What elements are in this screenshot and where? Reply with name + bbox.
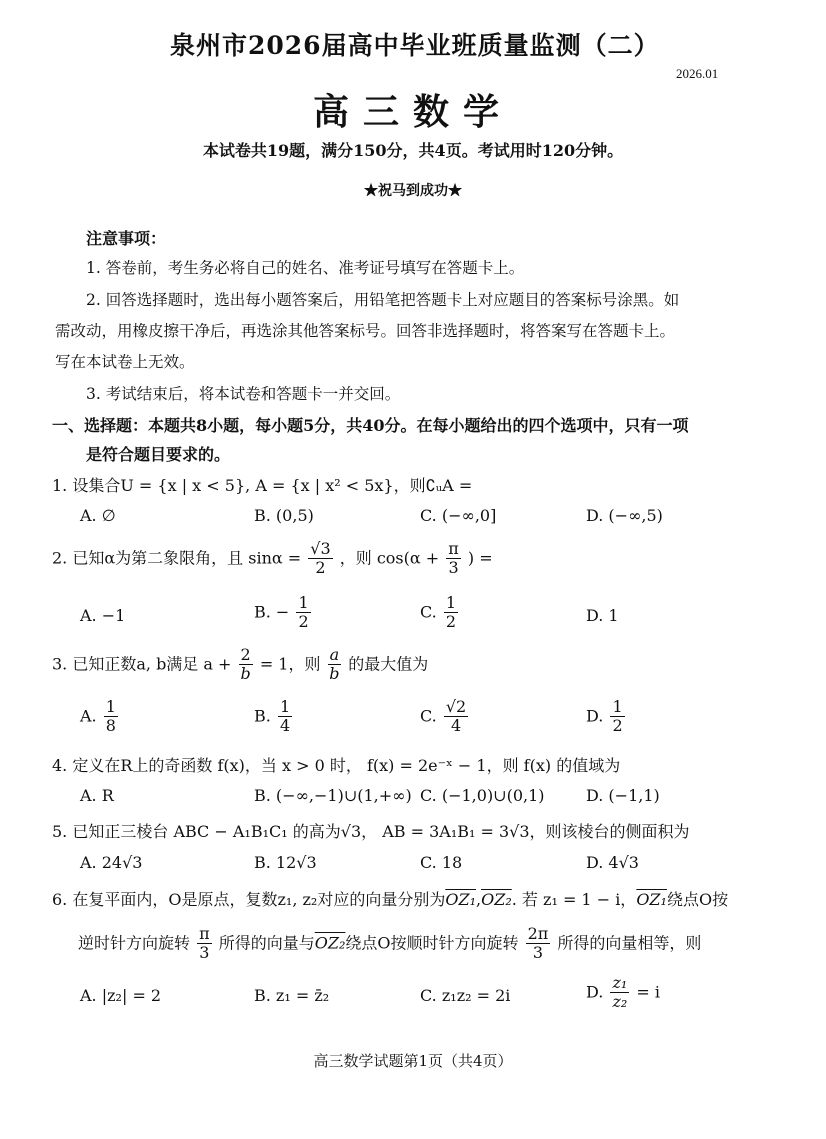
- q3-fraction-ab-denominator: b: [329, 664, 340, 684]
- q1-option-c: C. (−∞,0]: [420, 506, 497, 525]
- q4-option-c: C. (−1,0)∪(0,1): [420, 786, 545, 805]
- q6-2pi-over-3: [526, 925, 551, 963]
- good-luck-wish: ★祝马到成功★: [364, 183, 462, 199]
- note-2-line-3: 写在本试卷上无效。: [55, 353, 195, 371]
- q6-option-d: [586, 974, 660, 1012]
- q1-option-a: A. ∅: [80, 506, 116, 525]
- q3-fraction-2b-numerator: 2: [240, 645, 251, 664]
- q3-option-b-numerator: 1: [279, 697, 291, 716]
- q6-2pi-numerator: 2π: [527, 924, 549, 943]
- q2-sin-fraction: [308, 540, 332, 578]
- q6-2pi-denominator: 3: [532, 943, 544, 963]
- q6-line2-post: 所得的向量相等，则: [557, 933, 702, 953]
- exam-info: 本试卷共19题，满分150分，共4页。考试用时120分钟。: [202, 141, 624, 160]
- q3-option-c-numerator: √2: [445, 697, 467, 716]
- question-5: 5. 已知正三棱台 ABC − A₁B₁C₁ 的高为√3， AB = 3A₁B₁ = 3√3，则该棱台的侧面积为: [52, 822, 690, 841]
- q6-vector-oz1-again: OZ₁: [636, 890, 667, 909]
- exam-header-title: 泉州市2026届高中毕业班质量监测（二）: [170, 31, 660, 60]
- q2-option-b-numerator: 1: [298, 593, 309, 612]
- question-6-line-2: [78, 925, 701, 963]
- q6-line1-post: 绕点O按: [666, 890, 729, 909]
- q2-option-a: A. −1: [80, 606, 126, 625]
- page-footer: 高三数学试题第1页（共4页）: [313, 1052, 513, 1070]
- q3-fraction-2b-denominator: b: [240, 664, 251, 684]
- q6-option-d-denominator: z₂: [612, 992, 628, 1012]
- q2-option-d: D. 1: [586, 606, 619, 625]
- q3-fraction-ab-numerator: a: [329, 645, 340, 664]
- question-1: 1. 设集合U = {x | x < 5}, A = {x | x² < 5x}，则∁ᵤA =: [52, 476, 473, 495]
- q3-fraction-2b: [239, 646, 253, 684]
- q6-line1-mid: . 若 z₁ = 1 − i，: [511, 890, 637, 909]
- q3-option-d-denominator: 2: [612, 716, 623, 736]
- note-3: 3. 考试结束后，将本试卷和答题卡一并交回。: [86, 385, 401, 403]
- q2-option-c-fraction: [444, 594, 458, 632]
- q6-line2-mid2: 绕点O按顺时针方向旋转: [345, 933, 519, 953]
- q2-option-c: [420, 594, 460, 632]
- q3-option-d-label: D.: [586, 706, 604, 726]
- question-4: 4. 定义在R上的奇函数 f(x)，当 x > 0 时， f(x) = 2e⁻ˣ − 1，则 f(x) 的值域为: [52, 756, 621, 775]
- note-2-line-2: 需改动，用橡皮擦干净后，再选涂其他答案标号。回答非选择题时，将答案写在答题卡上。: [55, 322, 676, 340]
- section-1-heading-cont: 是符合题目要求的。: [86, 445, 231, 464]
- q4-option-b: B. (−∞,−1)∪(1,+∞): [254, 786, 412, 805]
- q3-option-a-fraction: [104, 698, 118, 736]
- note-2-line-1: 2. 回答选择题时，选出每小题答案后，用铅笔把答题卡上对应题目的答案标号涂黑。如: [86, 291, 680, 309]
- q3-option-a-numerator: 1: [105, 697, 116, 716]
- q2-option-b-denominator: 2: [298, 612, 309, 632]
- q6-vector-oz1: OZ₁: [445, 890, 476, 909]
- q3-option-b-fraction: [278, 698, 292, 736]
- q6-pi-denominator: 3: [199, 943, 210, 963]
- q5-option-b: B. 12√3: [254, 853, 317, 872]
- question-2: [52, 540, 493, 578]
- exam-date: 2026.01: [676, 66, 719, 81]
- q3-option-d-fraction: [610, 698, 624, 736]
- q6-option-d-label: D.: [586, 982, 604, 1002]
- q3-option-a-label: A.: [80, 706, 97, 726]
- q2-text-post: ) =: [467, 548, 493, 568]
- q6-comma: ,: [476, 890, 482, 909]
- q3-text-mid: = 1，则: [259, 654, 321, 674]
- q2-option-b: [254, 594, 313, 632]
- q3-option-a: [80, 698, 120, 736]
- q6-option-c: C. z₁z₂ = 2i: [420, 986, 511, 1005]
- q6-option-d-fraction: [610, 974, 629, 1012]
- q6-line2-mid: 所得的向量与: [218, 933, 315, 953]
- q2-option-b-fraction: [296, 594, 310, 632]
- q2-sin-denominator: 2: [315, 558, 326, 578]
- q2-option-c-numerator: 1: [445, 593, 457, 612]
- q2-option-c-label: C.: [420, 602, 437, 622]
- q6-line1-pre: 6. 在复平面内，O是原点，复数z₁, z₂对应的向量分别为: [52, 890, 446, 909]
- q3-option-c-label: C.: [420, 706, 437, 726]
- q6-option-d-post: = i: [636, 982, 660, 1002]
- q2-pi-denominator: 3: [448, 558, 459, 578]
- q3-text-pre: 3. 已知正数a, b满足 a +: [52, 654, 232, 674]
- q4-option-d: D. (−1,1): [586, 786, 660, 805]
- q5-option-c: C. 18: [420, 853, 463, 872]
- q2-sin-numerator: √3: [310, 539, 331, 558]
- q3-text-post: 的最大值为: [348, 654, 429, 674]
- q6-pi-numerator: π: [199, 924, 210, 943]
- q2-pi-fraction: [446, 540, 461, 578]
- q3-option-c: [420, 698, 470, 736]
- q2-text-pre: 2. 已知α为第二象限角，且 sinα =: [52, 548, 302, 568]
- section-1-heading: 一、选择题：本题共8小题，每小题5分，共40分。在每小题给出的四个选项中，只有一项: [52, 416, 689, 435]
- page-title: 高三数学: [312, 91, 513, 133]
- q3-option-d: [586, 698, 627, 736]
- q3-fraction-ab: [328, 646, 342, 684]
- q3-option-d-numerator: 1: [612, 697, 623, 716]
- q2-option-b-label: B. −: [254, 602, 290, 622]
- q5-option-d: D. 4√3: [586, 853, 639, 872]
- q3-option-c-fraction: [444, 698, 468, 736]
- q3-option-c-denominator: 4: [450, 716, 462, 736]
- notes-title: 注意事项：: [86, 229, 167, 248]
- q1-option-d: D. (−∞,5): [586, 506, 663, 525]
- question-6-line-1: [52, 887, 728, 910]
- q3-option-a-denominator: 8: [105, 716, 116, 736]
- q2-pi-numerator: π: [448, 539, 459, 558]
- q5-option-a: A. 24√3: [80, 853, 143, 872]
- q4-option-a: A. R: [80, 786, 114, 805]
- q3-option-b: [254, 698, 294, 736]
- q3-option-b-label: B.: [254, 706, 271, 726]
- q6-line2-pre: 逆时针方向旋转: [78, 933, 191, 953]
- q6-vector-oz2-again: OZ₂: [314, 933, 346, 953]
- note-1: 1. 答卷前，考生务必将自己的姓名、准考证号填写在答题卡上。: [86, 259, 525, 277]
- q6-option-d-numerator: z₁: [612, 973, 628, 992]
- q6-vector-oz2: OZ₂: [481, 890, 512, 909]
- q6-option-a: A. |z₂| = 2: [80, 986, 162, 1005]
- q3-option-b-denominator: 4: [279, 716, 291, 736]
- q6-option-b: B. z₁ = z̄₂: [254, 986, 330, 1005]
- q2-text-mid: ，则 cos(α +: [339, 548, 440, 568]
- question-3: [52, 646, 428, 684]
- q2-option-c-denominator: 2: [445, 612, 457, 632]
- q1-option-b: B. (0,5): [254, 506, 314, 525]
- q6-pi-over-3: [197, 925, 212, 963]
